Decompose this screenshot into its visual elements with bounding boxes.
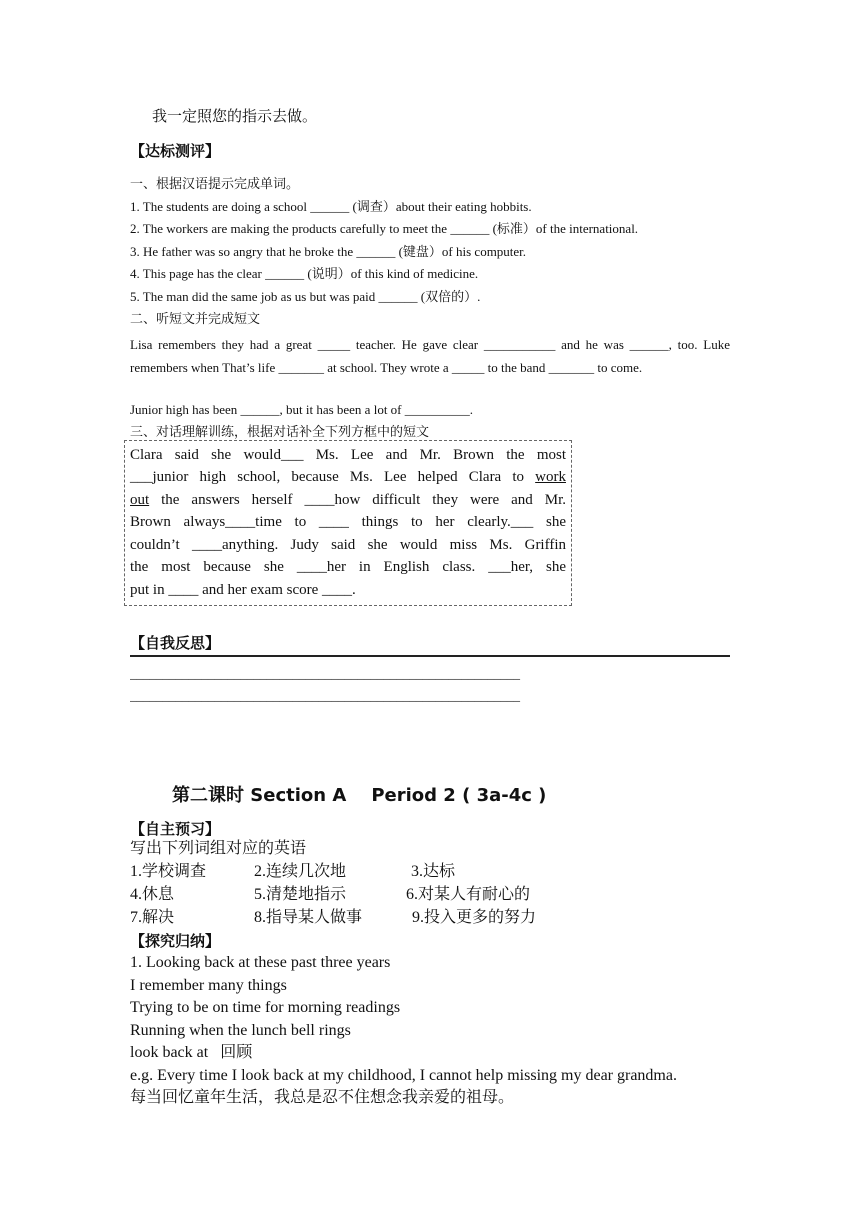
explore-line-3: Trying to be on time for morning readings [130, 999, 401, 1016]
vocab-item: 9.投入更多的努力 [412, 909, 537, 926]
box-line-6: the most because she ____her in English class. ___her, she [130, 559, 566, 575]
underlined-out: out [130, 492, 150, 508]
intro-line: 我一定照您的指示去做。 [152, 109, 318, 125]
part3-title: 三、对话理解训练，根据对话补全下列方框中的短文 [130, 424, 430, 439]
part1-title: 一、根据汉语提示完成单词。 [130, 176, 300, 191]
preview-instruction: 写出下列词组对应的英语 [130, 840, 307, 857]
box-line-7: put in ____ and her exam score ____. [130, 582, 356, 598]
exercise-item-1: 1. The students are doing a school ______ (调查）about their eating hobbits. [130, 199, 532, 214]
part2-paragraph-2: Junior high has been ______, but it has been a lot of __________. [130, 402, 474, 417]
reflect-line-1: ____________________________________________________________ [130, 666, 520, 681]
reflect-line-2: ____________________________________________________________ [130, 688, 520, 703]
vocab-row-2 [130, 883, 530, 906]
section-heading-reflect: 【自我反思】 [130, 634, 221, 652]
vocab-item: 8.指导某人做事 [254, 909, 363, 926]
explore-line-4: Running when the lunch bell rings [130, 1022, 351, 1039]
box-line-2: ___junior high school, because Ms. Lee helped Clara to work [130, 469, 566, 485]
vocab-item: 7.解决 [130, 909, 175, 926]
section-heading-explore: 【探究归纳】 [130, 932, 221, 950]
vocab-item: 5.清楚地指示 [254, 886, 347, 903]
box-line-5: couldn’t ____anything. Judy said she would miss Ms. Griffin [130, 537, 566, 553]
exercise-item-5: 5. The man did the same job as us but was paid ______ (双倍的）. [130, 289, 481, 304]
explore-line-2: I remember many things [130, 977, 287, 994]
explore-line-5: look back at 回顾 [130, 1044, 253, 1061]
vocab-item: 6.对某人有耐心的 [406, 886, 531, 903]
box-line-1: Clara said she would___ Ms. Lee and Mr. Brown the most [130, 447, 566, 463]
part2-title: 二、听短文并完成短文 [130, 311, 261, 326]
vocab-row-3 [130, 906, 536, 929]
box-line-4: Brown always____time to ____ things to her clearly.___ she [130, 514, 566, 530]
vocab-item: 4.休息 [130, 886, 175, 903]
explore-line-6: e.g. Every time I look back at my childhood, I cannot help missing my dear grandma. [130, 1067, 677, 1084]
vocab-row-1 [130, 860, 455, 883]
underlined-work: work [535, 469, 566, 485]
vocab-item: 2.连续几次地 [254, 863, 347, 880]
part2-paragraph-1: Lisa remembers they had a great _____ teacher. He gave clear ___________ and he was ______, too. Luke remembers when That’s life _______ at school. They wrote a _____ to the band _______ to come. [130, 337, 730, 375]
lesson-title: 第二课时 Section A Period 2 ( 3a-4c ) [172, 785, 547, 806]
section-heading-preview: 【自主预习】 [130, 820, 221, 838]
vocab-item: 3.达标 [411, 863, 456, 880]
box-line-3: out the answers herself ____how difficult they were and Mr. [130, 492, 566, 508]
exercise-item-3: 3. He father was so angry that he broke the ______ (键盘）of his computer. [130, 244, 527, 259]
explore-line-7: 每当回忆童年生活，我总是忍不住想念我亲爱的祖母。 [130, 1089, 515, 1106]
section-heading-test: 【达标测评】 [130, 142, 221, 160]
exercise-item-2: 2. The workers are making the products carefully to meet the ______ (标准）of the international. [130, 221, 639, 236]
reflect-divider [130, 655, 730, 657]
vocab-item: 1.学校调查 [130, 863, 207, 880]
explore-line-1: 1. Looking back at these past three years [130, 954, 391, 971]
exercise-item-4: 4. This page has the clear ______ (说明）of this kind of medicine. [130, 266, 479, 281]
